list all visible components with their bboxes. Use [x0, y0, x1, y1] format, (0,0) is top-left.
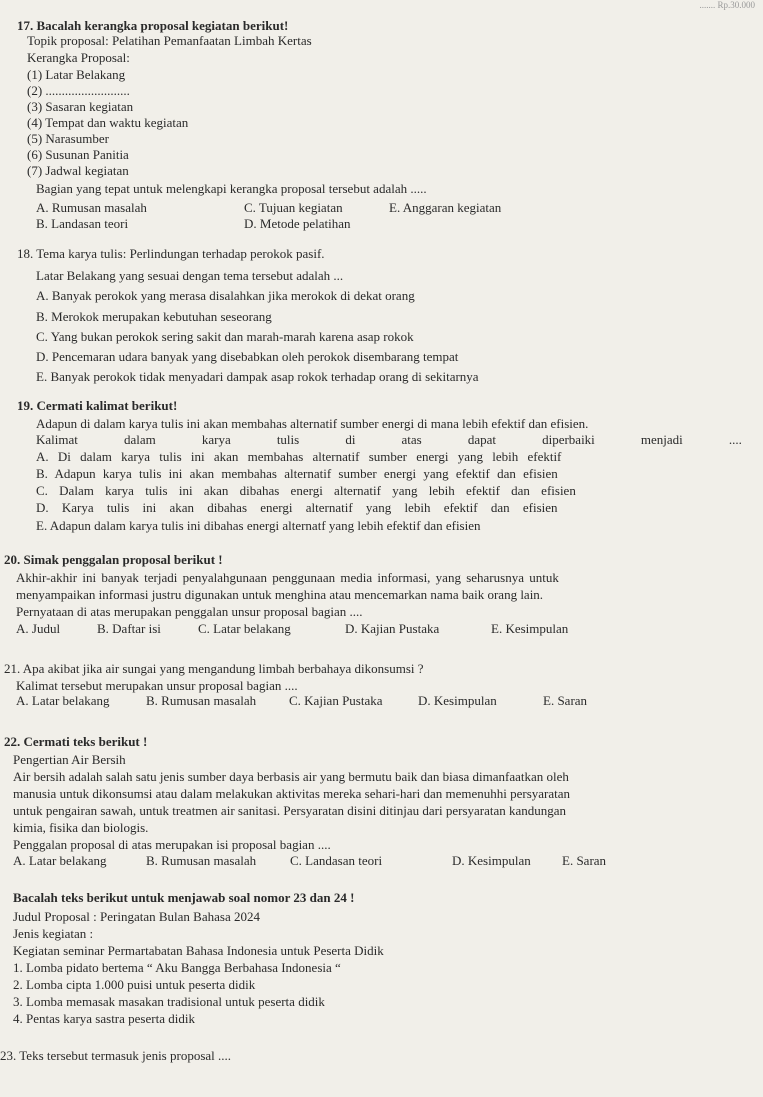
q17-option-b: B. Landasan teori: [36, 216, 129, 231]
q22-option-d: D. Kesimpulan: [452, 853, 531, 868]
q17-frame-label: Kerangka Proposal:: [27, 50, 130, 65]
q20-passage-1: Akhir-akhir ini banyak terjadi penyalahgunaan penggunaan media informasi, yang seharusnya untuk: [16, 570, 559, 585]
q23-item-4: 4. Pentas karya sastra peserta didik: [13, 1011, 195, 1026]
q21-option-d: D. Kesimpulan: [418, 693, 497, 708]
header-mark: ....... Rp.30.000: [699, 0, 755, 10]
q17-option-d: D. Metode pelatihan: [244, 216, 351, 231]
q19-word: tulis: [276, 432, 300, 447]
q17-item-5: (5) Narasumber: [27, 131, 109, 146]
q19-question: [36, 432, 742, 447]
q23-question: 23. Teks tersebut termasuk jenis proposal ....: [0, 1048, 232, 1063]
q18-option-e: E. Banyak perokok tidak menyadari dampak asap rokok terhadap orang di sekitarnya: [36, 369, 479, 384]
q19-word: diperbaiki: [542, 432, 595, 447]
q18-option-c: C. Yang bukan perokok sering sakit dan marah-marah karena asap rokok: [36, 329, 414, 344]
q20-option-c: C. Latar belakang: [198, 621, 291, 636]
q23-jenis: Jenis kegiatan :: [13, 926, 94, 941]
q19-option-c: C. Dalam karya tulis ini akan dibahas energi alternatif yang lebih efektif dan efisien: [36, 483, 576, 498]
q22-option-b: B. Rumusan masalah: [146, 853, 257, 868]
q22-passage-4: kimia, fisika dan biologis.: [13, 820, 149, 835]
q17-item-2: (2) ..........................: [27, 83, 130, 98]
q21-title: 21. Apa akibat jika air sungai yang mengandung limbah berbahaya dikonsumsi ?: [4, 661, 424, 676]
q19-option-e: E. Adapun dalam karya tulis ini dibahas energi alternatf yang lebih efektif dan efisien: [36, 518, 481, 533]
q22-passage-1: Air bersih adalah salah satu jenis sumber daya berbasis air yang bermutu baik dan biasa dimanfaatkan oleh: [13, 769, 569, 784]
q17-item-3: (3) Sasaran kegiatan: [27, 99, 134, 114]
q17-item-1: (1) Latar Belakang: [27, 67, 126, 82]
q19-word: atas: [401, 432, 422, 447]
q22-option-e: E. Saran: [562, 853, 607, 868]
q19-word: Kalimat: [36, 432, 78, 447]
q22-option-c: C. Landasan teori: [290, 853, 383, 868]
q22-title: 22. Cermati teks berikut !: [4, 734, 148, 749]
q22-passage-2: manusia untuk dikonsumsi atau dalam melakukan aktivitas mereka sehari-hari dan memenuhhi persyaratan: [13, 786, 571, 801]
q20-option-e: E. Kesimpulan: [491, 621, 569, 636]
q21-option-a: A. Latar belakang: [16, 693, 110, 708]
q18-option-d: D. Pencemaran udara banyak yang disebabkan oleh perokok disembarang tempat: [36, 349, 459, 364]
q23-kegiatan: Kegiatan seminar Permartabatan Bahasa Indonesia untuk Peserta Didik: [13, 943, 384, 958]
q23-item-3: 3. Lomba memasak masakan tradisional untuk peserta didik: [13, 994, 325, 1009]
q19-option-d: D. Karya tulis ini akan dibahas energi alternatif yang lebih efektif dan efisien: [36, 500, 558, 515]
q17-item-7: (7) Jadwal kegiatan: [27, 163, 129, 178]
q19-word: di: [345, 432, 356, 447]
q23-judul: Judul Proposal : Peringatan Bulan Bahasa 2024: [13, 909, 260, 924]
q22-question: Penggalan proposal di atas merupakan isi proposal bagian ....: [13, 837, 331, 852]
q17-item-4: (4) Tempat dan waktu kegiatan: [27, 115, 189, 130]
q19-word: dapat: [467, 432, 496, 447]
q18-title: 18. Tema karya tulis: Perlindungan terhadap perokok pasif.: [17, 246, 325, 261]
q23-heading: Bacalah teks berikut untuk menjawab soal nomor 23 dan 24 !: [13, 890, 355, 905]
q20-passage-2: menyampaikan informasi justru digunakan untuk menghina atau mencemarkan nama baik orang lain.: [16, 587, 544, 602]
q19-word: karya: [201, 432, 231, 447]
q22-option-a: A. Latar belakang: [13, 853, 107, 868]
q17-topic: Topik proposal: Pelatihan Pemanfaatan Limbah Kertas: [27, 33, 312, 48]
q18-question: Latar Belakang yang sesuai dengan tema tersebut adalah ...: [36, 268, 344, 283]
q20-question: Pernyataan di atas merupakan penggalan unsur proposal bagian ....: [16, 604, 363, 619]
q21-question: Kalimat tersebut merupakan unsur proposal bagian ....: [16, 678, 298, 693]
q19-option-a: A. Di dalam karya tulis ini akan membahas alternatif sumber energi yang lebih efektif: [36, 449, 562, 464]
q20-option-b: B. Daftar isi: [97, 621, 161, 636]
q20-option-a: A. Judul: [16, 621, 61, 636]
q22-passage-3: untuk pengairan sawah, untuk treatmen air sanitasi. Persyaratan disini ditinjau dari persyaratan kandungan: [13, 803, 567, 818]
q23-item-2: 2. Lomba cipta 1.000 puisi untuk peserta didik: [13, 977, 256, 992]
q21-option-c: C. Kajian Pustaka: [289, 693, 383, 708]
q17-option-a: A. Rumusan masalah: [36, 200, 147, 215]
q17-option-c: C. Tujuan kegiatan: [244, 200, 343, 215]
q19-word: menjadi: [640, 432, 683, 447]
q17-option-e: E. Anggaran kegiatan: [389, 200, 502, 215]
q17-question: Bagian yang tepat untuk melengkapi kerangka proposal tersebut adalah .....: [36, 181, 427, 196]
q17-title: 17. Bacalah kerangka proposal kegiatan berikut!: [17, 18, 289, 33]
q20-title: 20. Simak penggalan proposal berikut !: [4, 552, 223, 567]
q21-option-e: E. Saran: [543, 693, 588, 708]
q18-option-b: B. Merokok merupakan kebutuhan seseorang: [36, 309, 272, 324]
q23-item-1: 1. Lomba pidato bertema “ Aku Bangga Berbahasa Indonesia “: [13, 960, 341, 975]
q19-option-b: B. Adapun karya tulis ini akan membahas alternatif sumber energi yang efektif dan efisien: [36, 466, 558, 481]
q20-option-d: D. Kajian Pustaka: [345, 621, 440, 636]
q18-option-a: A. Banyak perokok yang merasa disalahkan jika merokok di dekat orang: [36, 288, 415, 303]
q17-item-6: (6) Susunan Panitia: [27, 147, 129, 162]
q19-word: dalam: [123, 432, 156, 447]
q19-sentence: Adapun di dalam karya tulis ini akan membahas alternatif sumber energi di mana lebih efektif dan efisien.: [36, 416, 589, 431]
q22-subtitle: Pengertian Air Bersih: [13, 752, 126, 767]
q19-title: 19. Cermati kalimat berikut!: [17, 398, 178, 413]
q19-word: ....: [728, 432, 742, 447]
q21-option-b: B. Rumusan masalah: [146, 693, 257, 708]
